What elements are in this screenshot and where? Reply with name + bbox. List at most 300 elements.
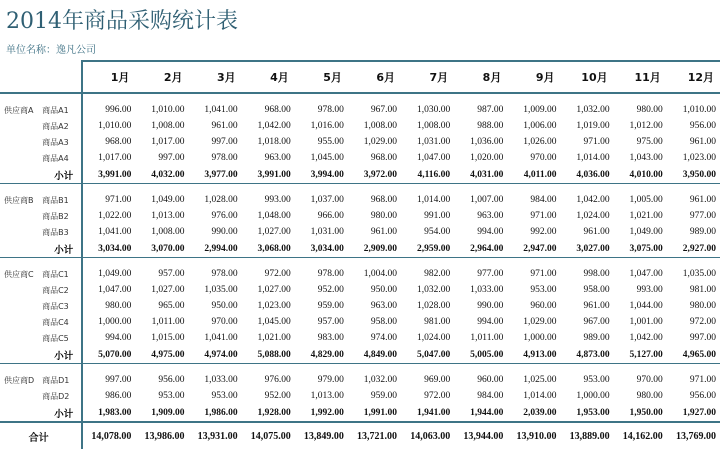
total-label: 合计: [0, 422, 82, 449]
value-cell: 1,024.00: [416, 333, 451, 343]
table-body: [0, 93, 720, 449]
subtotal-cell: 3,034.00: [295, 240, 348, 258]
value-cell: 993.00: [264, 195, 291, 205]
value-cell: 1,041.00: [204, 333, 238, 343]
value-cell: 961.00: [370, 227, 398, 237]
item-label: 商品C3: [38, 298, 82, 314]
value-cell: 977.00: [689, 211, 716, 221]
subtotal-label: 小计: [38, 240, 82, 258]
value-cell: 978.00: [211, 153, 238, 163]
value-cell: 980.00: [636, 105, 663, 115]
value-cell: 1,019.00: [576, 121, 610, 131]
value-cell: 1,015.00: [151, 333, 185, 343]
value-cell: 970.00: [211, 317, 238, 327]
value-cell: 1,028.00: [204, 195, 238, 205]
subtotal-blank: [0, 404, 38, 422]
value-cell: 967.00: [583, 317, 610, 327]
value-cell: 1,014.00: [416, 195, 451, 205]
value-cell: 1,026.00: [523, 137, 557, 147]
value-cell: 1,000.00: [98, 317, 132, 327]
value-cell: 957.00: [158, 269, 185, 279]
subtotal-cell: 3,070.00: [135, 240, 188, 258]
subtotal-cell: 1,909.00: [135, 404, 188, 422]
value-cell: 953.00: [158, 391, 185, 401]
value-cell: 1,043.00: [629, 153, 663, 163]
value-cell: 956.00: [689, 121, 716, 131]
table-row: [0, 314, 720, 330]
value-cell: 988.00: [477, 121, 504, 131]
subtotal-cell: 1,928.00: [242, 404, 295, 422]
value-cell: 980.00: [370, 211, 398, 221]
value-cell: 1,023.00: [257, 301, 291, 311]
subtotal-cell: 4,010.00: [614, 166, 667, 184]
month-header: 8月: [454, 61, 507, 93]
value-cell: 1,011.00: [151, 317, 185, 327]
value-cell: 1,008.00: [151, 227, 185, 237]
page-title: 2014年商品采购统计表: [6, 9, 238, 34]
supplier-label: [0, 388, 38, 404]
value-cell: 1,041.00: [204, 105, 238, 115]
month-header: 9月: [507, 61, 560, 93]
subtotal-cell: 2,947.00: [507, 240, 560, 258]
value-cell: 1,042.00: [629, 333, 663, 343]
value-cell: 984.00: [530, 195, 557, 205]
month-header: 3月: [188, 61, 241, 93]
value-cell: 970.00: [530, 153, 557, 163]
month-header: 7月: [401, 61, 454, 93]
value-cell: 981.00: [689, 285, 716, 295]
subtotal-cell: 1,986.00: [188, 404, 241, 422]
total-cell: 14,078.00: [82, 422, 135, 449]
month-header: 6月: [348, 61, 401, 93]
value-cell: 1,033.00: [470, 285, 504, 295]
value-cell: 980.00: [689, 301, 716, 311]
item-label: 商品C2: [38, 282, 82, 298]
table-row: [0, 388, 720, 404]
subtotal-label: 小计: [38, 166, 82, 184]
total-cell: 13,931.00: [188, 422, 241, 449]
value-cell: 1,037.00: [310, 195, 344, 205]
table-row: [0, 364, 720, 389]
value-cell: 983.00: [317, 333, 344, 343]
value-cell: 997.00: [211, 137, 238, 147]
value-cell: 978.00: [317, 269, 344, 279]
value-cell: 961.00: [689, 137, 716, 147]
value-cell: 1,031.00: [416, 137, 451, 147]
supplier-label: 供应商A: [4, 105, 34, 115]
value-cell: 989.00: [583, 333, 610, 343]
subtotal-cell: 3,950.00: [667, 166, 720, 184]
month-header: 11月: [614, 61, 667, 93]
value-cell: 959.00: [370, 391, 398, 401]
value-cell: 967.00: [370, 105, 398, 115]
supplier-label: [0, 208, 38, 224]
total-cell: 13,849.00: [295, 422, 348, 449]
value-cell: 968.00: [105, 137, 132, 147]
total-row: [0, 422, 720, 449]
value-cell: 1,010.00: [98, 121, 132, 131]
subtotal-cell: 4,011.00: [507, 166, 560, 184]
subtotal-cell: 5,047.00: [401, 346, 454, 364]
value-cell: 996.00: [105, 105, 132, 115]
subtotal-cell: 4,031.00: [454, 166, 507, 184]
value-cell: 974.00: [370, 333, 398, 343]
value-cell: 998.00: [583, 269, 610, 279]
table-row: [0, 224, 720, 240]
value-cell: 980.00: [636, 391, 663, 401]
value-cell: 971.00: [583, 137, 610, 147]
value-cell: 1,006.00: [523, 121, 557, 131]
value-cell: 1,029.00: [523, 317, 557, 327]
subtotal-cell: 1,941.00: [401, 404, 454, 422]
value-cell: 1,017.00: [151, 137, 185, 147]
value-cell: 993.00: [636, 285, 663, 295]
subtotal-cell: 2,994.00: [188, 240, 241, 258]
value-cell: 1,014.00: [576, 153, 610, 163]
subtotal-cell: 3,991.00: [82, 166, 135, 184]
subtotal-cell: 5,070.00: [82, 346, 135, 364]
value-cell: 976.00: [211, 211, 238, 221]
value-cell: 1,021.00: [629, 211, 663, 221]
subtotal-cell: 1,927.00: [667, 404, 720, 422]
subtotal-cell: 3,972.00: [348, 166, 401, 184]
month-header: 12月: [667, 61, 720, 93]
item-label: 商品B2: [38, 208, 82, 224]
subtotal-cell: 4,913.00: [507, 346, 560, 364]
value-cell: 1,010.00: [682, 105, 716, 115]
table-row: [0, 258, 720, 283]
value-cell: 976.00: [264, 375, 291, 385]
header-blank: [38, 61, 82, 93]
value-cell: 1,041.00: [98, 227, 132, 237]
value-cell: 987.00: [477, 105, 504, 115]
value-cell: 1,027.00: [257, 227, 291, 237]
value-cell: 950.00: [370, 285, 398, 295]
value-cell: 968.00: [264, 105, 291, 115]
item-label: 商品A3: [38, 134, 82, 150]
table-row: [0, 282, 720, 298]
subtotal-cell: 2,927.00: [667, 240, 720, 258]
value-cell: 989.00: [689, 227, 716, 237]
value-cell: 961.00: [583, 301, 610, 311]
value-cell: 960.00: [477, 375, 504, 385]
value-cell: 1,030.00: [416, 105, 451, 115]
subtotal-blank: [0, 166, 38, 184]
value-cell: 1,029.00: [363, 137, 398, 147]
subtotal-cell: 1,953.00: [560, 404, 613, 422]
table-row: [0, 184, 720, 209]
value-cell: 977.00: [477, 269, 504, 279]
subtotal-cell: 4,849.00: [348, 346, 401, 364]
value-cell: 1,047.00: [416, 153, 451, 163]
value-cell: 1,005.00: [629, 195, 663, 205]
value-cell: 1,024.00: [576, 211, 610, 221]
subtotal-cell: 4,873.00: [560, 346, 613, 364]
value-cell: 960.00: [530, 301, 557, 311]
value-cell: 1,013.00: [151, 211, 185, 221]
value-cell: 1,010.00: [151, 105, 185, 115]
value-cell: 971.00: [689, 375, 716, 385]
subtotal-cell: 1,992.00: [295, 404, 348, 422]
subtotal-blank: [0, 240, 38, 258]
value-cell: 1,007.00: [470, 195, 504, 205]
value-cell: 1,004.00: [363, 269, 398, 279]
item-label: 商品C4: [38, 314, 82, 330]
subtotal-cell: 5,005.00: [454, 346, 507, 364]
value-cell: 1,049.00: [629, 227, 663, 237]
value-cell: 1,032.00: [576, 105, 610, 115]
value-cell: 1,045.00: [257, 317, 291, 327]
value-cell: 1,027.00: [257, 285, 291, 295]
purchase-stats-table: [0, 60, 720, 449]
subtotal-cell: 4,965.00: [667, 346, 720, 364]
value-cell: 990.00: [477, 301, 504, 311]
header-blank: [0, 61, 38, 93]
month-header: 2月: [135, 61, 188, 93]
supplier-label: [0, 314, 38, 330]
subtotal-label: 小计: [38, 404, 82, 422]
value-cell: 1,027.00: [151, 285, 185, 295]
item-label: 商品A1: [38, 93, 82, 118]
total-cell: 14,063.00: [401, 422, 454, 449]
table-row: [0, 150, 720, 166]
value-cell: 1,008.00: [151, 121, 185, 131]
value-cell: 1,008.00: [416, 121, 451, 131]
table-row: [0, 134, 720, 150]
value-cell: 1,033.00: [204, 375, 238, 385]
subtotal-cell: 2,964.00: [454, 240, 507, 258]
value-cell: 952.00: [264, 391, 291, 401]
value-cell: 956.00: [689, 391, 716, 401]
value-cell: 955.00: [317, 137, 344, 147]
value-cell: 969.00: [424, 375, 451, 385]
table-row: [0, 118, 720, 134]
value-cell: 1,011.00: [470, 333, 504, 343]
value-cell: 1,035.00: [204, 285, 238, 295]
value-cell: 961.00: [583, 227, 610, 237]
subtotal-blank: [0, 346, 38, 364]
value-cell: 1,017.00: [98, 153, 132, 163]
subtotal-cell: 2,959.00: [401, 240, 454, 258]
total-cell: 13,944.00: [454, 422, 507, 449]
value-cell: 1,020.00: [470, 153, 504, 163]
value-cell: 961.00: [689, 195, 716, 205]
month-header: 1月: [82, 61, 135, 93]
subtotal-cell: 4,032.00: [135, 166, 188, 184]
value-cell: 1,044.00: [629, 301, 663, 311]
header-row: [0, 61, 720, 93]
supplier-label: [0, 224, 38, 240]
item-label: 商品A2: [38, 118, 82, 134]
value-cell: 978.00: [211, 269, 238, 279]
value-cell: 956.00: [158, 375, 185, 385]
total-cell: 13,986.00: [135, 422, 188, 449]
value-cell: 1,025.00: [523, 375, 557, 385]
subtotal-cell: 3,075.00: [614, 240, 667, 258]
subtotal-row: [0, 346, 720, 364]
total-cell: 13,769.00: [667, 422, 720, 449]
value-cell: 994.00: [477, 317, 504, 327]
value-cell: 1,042.00: [257, 121, 291, 131]
value-cell: 997.00: [105, 375, 132, 385]
value-cell: 982.00: [424, 269, 451, 279]
value-cell: 1,049.00: [98, 269, 132, 279]
total-cell: 14,162.00: [614, 422, 667, 449]
subtotal-cell: 3,027.00: [560, 240, 613, 258]
subtotal-cell: 3,977.00: [188, 166, 241, 184]
unit-label: 单位名称：逸凡公司: [6, 45, 96, 56]
subtotal-cell: 1,983.00: [82, 404, 135, 422]
item-label: 商品B1: [38, 184, 82, 209]
value-cell: 970.00: [636, 375, 663, 385]
month-header: 10月: [560, 61, 613, 93]
value-cell: 953.00: [530, 285, 557, 295]
value-cell: 959.00: [317, 301, 344, 311]
subtotal-cell: 1,950.00: [614, 404, 667, 422]
value-cell: 984.00: [477, 391, 504, 401]
value-cell: 997.00: [689, 333, 716, 343]
value-cell: 963.00: [370, 301, 398, 311]
value-cell: 963.00: [477, 211, 504, 221]
total-cell: 14,075.00: [242, 422, 295, 449]
subtotal-cell: 3,994.00: [295, 166, 348, 184]
subtotal-cell: 2,909.00: [348, 240, 401, 258]
value-cell: 979.00: [317, 375, 344, 385]
table-row: [0, 298, 720, 314]
value-cell: 1,031.00: [310, 227, 344, 237]
value-cell: 1,001.00: [629, 317, 663, 327]
value-cell: 968.00: [370, 153, 398, 163]
value-cell: 994.00: [105, 333, 132, 343]
item-label: 商品D1: [38, 364, 82, 389]
value-cell: 972.00: [264, 269, 291, 279]
subtotal-cell: 2,039.00: [507, 404, 560, 422]
subtotal-cell: 4,829.00: [295, 346, 348, 364]
value-cell: 963.00: [264, 153, 291, 163]
supplier-label: [0, 150, 38, 166]
supplier-label: [0, 282, 38, 298]
value-cell: 978.00: [317, 105, 344, 115]
value-cell: 950.00: [211, 301, 238, 311]
supplier-label: [0, 118, 38, 134]
value-cell: 1,016.00: [310, 121, 344, 131]
value-cell: 997.00: [158, 153, 185, 163]
value-cell: 1,032.00: [416, 285, 451, 295]
value-cell: 1,032.00: [363, 375, 398, 385]
value-cell: 1,048.00: [257, 211, 291, 221]
value-cell: 994.00: [477, 227, 504, 237]
supplier-label: [0, 330, 38, 346]
value-cell: 981.00: [424, 317, 451, 327]
item-label: 商品C1: [38, 258, 82, 283]
value-cell: 957.00: [317, 317, 344, 327]
value-cell: 958.00: [370, 317, 398, 327]
value-cell: 1,023.00: [682, 153, 716, 163]
subtotal-cell: 4,974.00: [188, 346, 241, 364]
supplier-label: 供应商C: [4, 269, 34, 279]
item-label: 商品D2: [38, 388, 82, 404]
value-cell: 958.00: [583, 285, 610, 295]
table-row: [0, 93, 720, 118]
value-cell: 990.00: [211, 227, 238, 237]
supplier-label: [0, 134, 38, 150]
value-cell: 1,008.00: [363, 121, 398, 131]
value-cell: 1,047.00: [98, 285, 132, 295]
subtotal-cell: 5,088.00: [242, 346, 295, 364]
value-cell: 966.00: [317, 211, 344, 221]
subtotal-label: 小计: [38, 346, 82, 364]
value-cell: 1,028.00: [416, 301, 451, 311]
value-cell: 1,022.00: [98, 211, 132, 221]
value-cell: 1,012.00: [629, 121, 663, 131]
value-cell: 1,000.00: [523, 333, 557, 343]
total-cell: 13,910.00: [507, 422, 560, 449]
subtotal-cell: 3,068.00: [242, 240, 295, 258]
value-cell: 953.00: [583, 375, 610, 385]
table-row: [0, 330, 720, 346]
value-cell: 1,042.00: [576, 195, 610, 205]
value-cell: 991.00: [424, 211, 451, 221]
subtotal-cell: 4,036.00: [560, 166, 613, 184]
subtotal-cell: 1,944.00: [454, 404, 507, 422]
value-cell: 971.00: [530, 269, 557, 279]
value-cell: 986.00: [105, 391, 132, 401]
value-cell: 1,049.00: [151, 195, 185, 205]
value-cell: 1,014.00: [523, 391, 557, 401]
item-label: 商品C5: [38, 330, 82, 346]
value-cell: 971.00: [105, 195, 132, 205]
supplier-label: 供应商D: [4, 375, 35, 385]
value-cell: 1,021.00: [257, 333, 291, 343]
value-cell: 1,018.00: [257, 137, 291, 147]
subtotal-cell: 3,034.00: [82, 240, 135, 258]
supplier-label: [0, 298, 38, 314]
value-cell: 1,047.00: [629, 269, 663, 279]
subtotal-cell: 4,975.00: [135, 346, 188, 364]
value-cell: 1,013.00: [310, 391, 344, 401]
value-cell: 953.00: [211, 391, 238, 401]
subtotal-row: [0, 166, 720, 184]
value-cell: 1,045.00: [310, 153, 344, 163]
value-cell: 972.00: [424, 391, 451, 401]
month-header: 4月: [242, 61, 295, 93]
month-header: 5月: [295, 61, 348, 93]
item-label: 商品A4: [38, 150, 82, 166]
value-cell: 1,000.00: [576, 391, 610, 401]
total-cell: 13,889.00: [560, 422, 613, 449]
total-cell: 13,721.00: [348, 422, 401, 449]
value-cell: 961.00: [211, 121, 238, 131]
subtotal-cell: 3,991.00: [242, 166, 295, 184]
value-cell: 1,036.00: [470, 137, 504, 147]
subtotal-cell: 4,116.00: [401, 166, 454, 184]
supplier-label: 供应商B: [4, 195, 34, 205]
value-cell: 972.00: [689, 317, 716, 327]
value-cell: 954.00: [424, 227, 451, 237]
item-label: 商品B3: [38, 224, 82, 240]
value-cell: 965.00: [158, 301, 185, 311]
subtotal-cell: 1,991.00: [348, 404, 401, 422]
value-cell: 1,035.00: [682, 269, 716, 279]
value-cell: 968.00: [370, 195, 398, 205]
subtotal-cell: 5,127.00: [614, 346, 667, 364]
subtotal-row: [0, 240, 720, 258]
value-cell: 952.00: [317, 285, 344, 295]
table-row: [0, 208, 720, 224]
value-cell: 975.00: [636, 137, 663, 147]
value-cell: 1,009.00: [523, 105, 557, 115]
value-cell: 971.00: [530, 211, 557, 221]
